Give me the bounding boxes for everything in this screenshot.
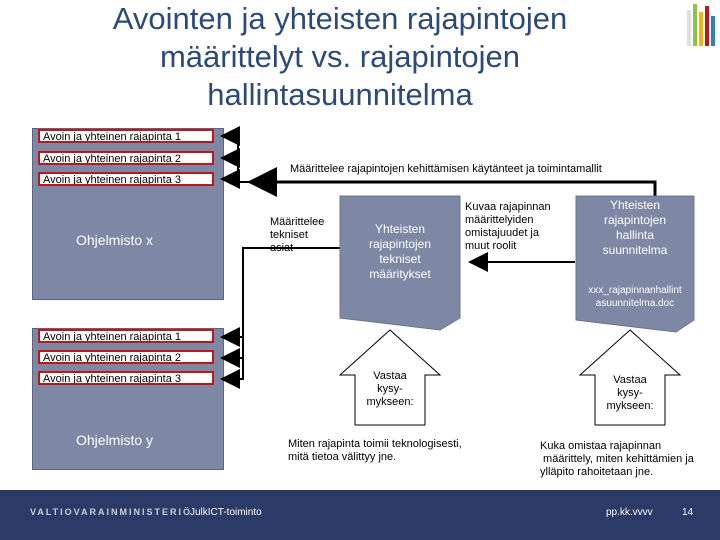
roles-label: Kuvaa rajapinnan määrittelyiden omistajuudet ja muut roolit [465, 201, 551, 252]
callout-left-label: Vastaa kysy- mykseen: [366, 370, 414, 408]
footer-ministry: VALTIOVARAINMINISTERIÖ [30, 507, 192, 517]
connector-top [250, 182, 655, 196]
doc-management-title: Yhteisten rajapintojen hallinta suunnitelma [602, 198, 668, 257]
system-y-label: Ohjelmisto y [76, 432, 154, 448]
defines-label: Määrittelee tekniset asiat [270, 216, 325, 254]
callout-right-label: Vastaa kysy- mykseen: [606, 374, 654, 412]
title-line-2: määrittelyt vs. rajapintojen [159, 39, 521, 74]
interface-y-2: Avoin ja yhteinen rajapinta 2 [38, 350, 214, 364]
top-arrow-label: Määrittelee rajapintojen kehittämisen käytänteet ja toimintamallit [290, 163, 602, 175]
system-x-label: Ohjelmisto x [76, 232, 154, 248]
footer-date: pp.kk.vvvv [606, 507, 653, 518]
callout-right-question: Kuka omistaa rajapinnan määrittely, miten kehittämien ja ylläpito rahoitetaan jne. [540, 440, 694, 478]
title-line-1: Avointen ja yhteisten rajapintojen [112, 1, 568, 36]
title-line-3: hallintasuunnitelma [207, 77, 473, 112]
doc-management-filename: xxx_rajapinnanhallint asuunnitelma.doc [588, 285, 682, 309]
interface-x-2: Avoin ja yhteinen rajapinta 2 [38, 151, 214, 165]
interface-y-1: Avoin ja yhteinen rajapinta 1 [38, 329, 214, 343]
doc-technical-text: Yhteisten rajapintojen tekniset määritykset [368, 222, 432, 281]
interface-y-3: Avoin ja yhteinen rajapinta 3 [38, 371, 214, 385]
interface-x-3: Avoin ja yhteinen rajapinta 3 [38, 172, 214, 186]
connector-defines [243, 248, 340, 380]
callout-left-question: Miten rajapinta toimii teknologisesti, mitä tietoa välittyy jne. [288, 438, 462, 463]
footer-page-number: 14 [682, 507, 694, 518]
footer-unit: JulkICT-toiminto [190, 507, 262, 518]
interface-x-1: Avoin ja yhteinen rajapinta 1 [38, 129, 214, 143]
